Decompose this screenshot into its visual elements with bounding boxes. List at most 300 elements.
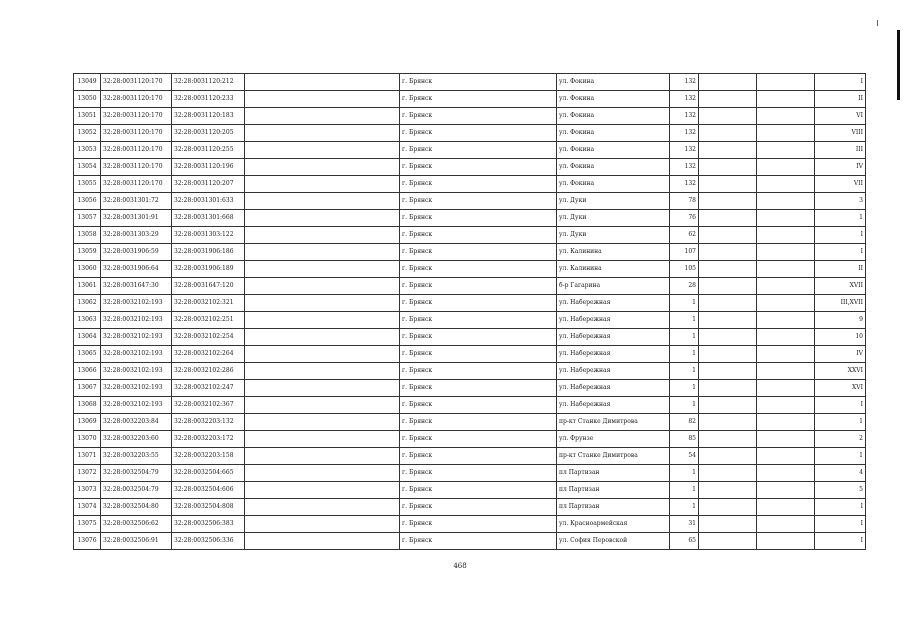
parent-cadastral-number-cell: 32:28:0031120:170 bbox=[101, 142, 172, 159]
blank-cell bbox=[757, 74, 815, 91]
cadastral-number-cell: 32:28:0032203:132 bbox=[172, 414, 245, 431]
table-row bbox=[74, 244, 866, 261]
house-number-cell: 1 bbox=[670, 312, 699, 329]
city-cell: г. Брянск bbox=[400, 125, 557, 142]
blank-cell bbox=[245, 261, 400, 278]
row-number-cell: 13063 bbox=[74, 312, 101, 329]
cadastral-number-cell: 32:28:0032203:172 bbox=[172, 431, 245, 448]
street-cell: пл Партизан bbox=[557, 499, 670, 516]
premises-number-cell: 2 bbox=[815, 431, 866, 448]
blank-cell bbox=[245, 193, 400, 210]
table-row bbox=[74, 91, 866, 108]
street-cell: ул. Фокина bbox=[557, 91, 670, 108]
city-cell: г. Брянск bbox=[400, 91, 557, 108]
blank-cell bbox=[699, 108, 757, 125]
cadastral-number-cell: 32:28:0031303:122 bbox=[172, 227, 245, 244]
premises-number-cell: I bbox=[815, 499, 866, 516]
blank-cell bbox=[699, 414, 757, 431]
row-number-cell: 13051 bbox=[74, 108, 101, 125]
parent-cadastral-number-cell: 32:28:0032506:91 bbox=[101, 533, 172, 550]
cadastral-number-cell: 32:28:0031906:186 bbox=[172, 244, 245, 261]
city-cell: г. Брянск bbox=[400, 74, 557, 91]
parent-cadastral-number-cell: 32:28:0031301:91 bbox=[101, 210, 172, 227]
blank-cell bbox=[757, 397, 815, 414]
blank-cell bbox=[757, 227, 815, 244]
house-number-cell: 1 bbox=[670, 397, 699, 414]
street-cell: ул. Фокина bbox=[557, 176, 670, 193]
blank-cell bbox=[245, 108, 400, 125]
house-number-cell: 76 bbox=[670, 210, 699, 227]
blank-cell bbox=[699, 125, 757, 142]
cadastral-number-cell: 32:28:0032504:606 bbox=[172, 482, 245, 499]
cadastral-number-cell: 32:28:0031301:668 bbox=[172, 210, 245, 227]
scan-tick-mark bbox=[877, 20, 878, 26]
row-number-cell: 13064 bbox=[74, 329, 101, 346]
street-cell: ул. Калинина bbox=[557, 244, 670, 261]
cadastral-number-cell: 32:28:0031120:196 bbox=[172, 159, 245, 176]
house-number-cell: 65 bbox=[670, 533, 699, 550]
blank-cell bbox=[757, 278, 815, 295]
table-row bbox=[74, 159, 866, 176]
city-cell: г. Брянск bbox=[400, 482, 557, 499]
house-number-cell: 132 bbox=[670, 91, 699, 108]
parent-cadastral-number-cell: 32:28:0032203:55 bbox=[101, 448, 172, 465]
blank-cell bbox=[699, 380, 757, 397]
street-cell: ул. Набережная bbox=[557, 295, 670, 312]
house-number-cell: 132 bbox=[670, 176, 699, 193]
table-row bbox=[74, 329, 866, 346]
blank-cell bbox=[757, 193, 815, 210]
row-number-cell: 13070 bbox=[74, 431, 101, 448]
blank-cell bbox=[699, 159, 757, 176]
parent-cadastral-number-cell: 32:28:0031120:170 bbox=[101, 74, 172, 91]
premises-number-cell: I bbox=[815, 516, 866, 533]
blank-cell bbox=[245, 346, 400, 363]
premises-number-cell: 4 bbox=[815, 465, 866, 482]
city-cell: г. Брянск bbox=[400, 329, 557, 346]
house-number-cell: 132 bbox=[670, 159, 699, 176]
cadastral-number-cell: 32:28:0032102:247 bbox=[172, 380, 245, 397]
blank-cell bbox=[757, 363, 815, 380]
cadastral-number-cell: 32:28:0031120:255 bbox=[172, 142, 245, 159]
row-number-cell: 13053 bbox=[74, 142, 101, 159]
street-cell: ул. Красноармейская bbox=[557, 516, 670, 533]
premises-number-cell: 3 bbox=[815, 193, 866, 210]
blank-cell bbox=[699, 533, 757, 550]
table-row bbox=[74, 533, 866, 550]
blank-cell bbox=[757, 210, 815, 227]
table-row bbox=[74, 312, 866, 329]
house-number-cell: 1 bbox=[670, 363, 699, 380]
blank-cell bbox=[757, 108, 815, 125]
blank-cell bbox=[245, 482, 400, 499]
premises-number-cell: III,XVII bbox=[815, 295, 866, 312]
row-number-cell: 13061 bbox=[74, 278, 101, 295]
blank-cell bbox=[699, 465, 757, 482]
city-cell: г. Брянск bbox=[400, 397, 557, 414]
cadastral-number-cell: 32:28:0032102:264 bbox=[172, 346, 245, 363]
house-number-cell: 82 bbox=[670, 414, 699, 431]
premises-number-cell: I bbox=[815, 74, 866, 91]
table-row bbox=[74, 193, 866, 210]
blank-cell bbox=[245, 159, 400, 176]
table-row bbox=[74, 108, 866, 125]
street-cell: пл Партизан bbox=[557, 482, 670, 499]
blank-cell bbox=[757, 261, 815, 278]
blank-cell bbox=[699, 91, 757, 108]
cadastral-number-cell: 32:28:0032102:254 bbox=[172, 329, 245, 346]
parent-cadastral-number-cell: 32:28:0032102:193 bbox=[101, 312, 172, 329]
city-cell: г. Брянск bbox=[400, 533, 557, 550]
table-row bbox=[74, 346, 866, 363]
blank-cell bbox=[757, 431, 815, 448]
premises-number-cell: IV bbox=[815, 346, 866, 363]
table-row bbox=[74, 363, 866, 380]
parent-cadastral-number-cell: 32:28:0032102:193 bbox=[101, 346, 172, 363]
blank-cell bbox=[699, 448, 757, 465]
premises-number-cell: VIII bbox=[815, 125, 866, 142]
table-row bbox=[74, 516, 866, 533]
house-number-cell: 54 bbox=[670, 448, 699, 465]
blank-cell bbox=[699, 176, 757, 193]
city-cell: г. Брянск bbox=[400, 278, 557, 295]
cadastral-number-cell: 32:28:0032102:321 bbox=[172, 295, 245, 312]
blank-cell bbox=[757, 516, 815, 533]
street-cell: ул. Набережная bbox=[557, 380, 670, 397]
row-number-cell: 13075 bbox=[74, 516, 101, 533]
house-number-cell: 78 bbox=[670, 193, 699, 210]
city-cell: г. Брянск bbox=[400, 244, 557, 261]
blank-cell bbox=[245, 448, 400, 465]
blank-cell bbox=[245, 295, 400, 312]
parent-cadastral-number-cell: 32:28:0032102:193 bbox=[101, 295, 172, 312]
row-number-cell: 13049 bbox=[74, 74, 101, 91]
cadastral-number-cell: 32:28:0032102:367 bbox=[172, 397, 245, 414]
table-row bbox=[74, 431, 866, 448]
cadastral-number-cell: 32:28:0031906:189 bbox=[172, 261, 245, 278]
blank-cell bbox=[757, 142, 815, 159]
row-number-cell: 13050 bbox=[74, 91, 101, 108]
blank-cell bbox=[245, 414, 400, 431]
house-number-cell: 1 bbox=[670, 499, 699, 516]
city-cell: г. Брянск bbox=[400, 193, 557, 210]
city-cell: г. Брянск bbox=[400, 431, 557, 448]
parent-cadastral-number-cell: 32:28:0031120:170 bbox=[101, 125, 172, 142]
blank-cell bbox=[757, 380, 815, 397]
blank-cell bbox=[245, 278, 400, 295]
street-cell: б-р Гагарина bbox=[557, 278, 670, 295]
parent-cadastral-number-cell: 32:28:0032504:80 bbox=[101, 499, 172, 516]
table-row bbox=[74, 295, 866, 312]
blank-cell bbox=[699, 295, 757, 312]
blank-cell bbox=[699, 193, 757, 210]
table-row bbox=[74, 278, 866, 295]
row-number-cell: 13074 bbox=[74, 499, 101, 516]
blank-cell bbox=[699, 431, 757, 448]
blank-cell bbox=[245, 210, 400, 227]
blank-cell bbox=[757, 176, 815, 193]
street-cell: ул. Набережная bbox=[557, 363, 670, 380]
parent-cadastral-number-cell: 32:28:0032504:79 bbox=[101, 465, 172, 482]
street-cell: пр-кт Станке Димитрова bbox=[557, 414, 670, 431]
city-cell: г. Брянск bbox=[400, 499, 557, 516]
table-row bbox=[74, 397, 866, 414]
table-row bbox=[74, 499, 866, 516]
city-cell: г. Брянск bbox=[400, 448, 557, 465]
row-number-cell: 13058 bbox=[74, 227, 101, 244]
premises-number-cell: 1 bbox=[815, 448, 866, 465]
street-cell: ул. Дуки bbox=[557, 193, 670, 210]
row-number-cell: 13073 bbox=[74, 482, 101, 499]
house-number-cell: 85 bbox=[670, 431, 699, 448]
house-number-cell: 1 bbox=[670, 346, 699, 363]
row-number-cell: 13067 bbox=[74, 380, 101, 397]
city-cell: г. Брянск bbox=[400, 346, 557, 363]
premises-number-cell: III bbox=[815, 142, 866, 159]
blank-cell bbox=[757, 448, 815, 465]
cadastral-number-cell: 32:28:0032506:383 bbox=[172, 516, 245, 533]
house-number-cell: 1 bbox=[670, 295, 699, 312]
street-cell: ул. Фокина bbox=[557, 142, 670, 159]
row-number-cell: 13062 bbox=[74, 295, 101, 312]
cadastral-number-cell: 32:28:0031120:233 bbox=[172, 91, 245, 108]
premises-number-cell: XVII bbox=[815, 278, 866, 295]
premises-number-cell: 5 bbox=[815, 482, 866, 499]
street-cell: ул. Фокина bbox=[557, 74, 670, 91]
blank-cell bbox=[757, 159, 815, 176]
parent-cadastral-number-cell: 32:28:0032102:193 bbox=[101, 329, 172, 346]
city-cell: г. Брянск bbox=[400, 516, 557, 533]
blank-cell bbox=[757, 329, 815, 346]
house-number-cell: 132 bbox=[670, 108, 699, 125]
cadastral-number-cell: 32:28:0032504:665 bbox=[172, 465, 245, 482]
blank-cell bbox=[245, 533, 400, 550]
table-row bbox=[74, 380, 866, 397]
premises-number-cell: 9 bbox=[815, 312, 866, 329]
street-cell: ул. Фокина bbox=[557, 159, 670, 176]
premises-number-cell: XVI bbox=[815, 380, 866, 397]
parent-cadastral-number-cell: 32:28:0032102:193 bbox=[101, 363, 172, 380]
cadastral-number-cell: 32:28:0032504:808 bbox=[172, 499, 245, 516]
city-cell: г. Брянск bbox=[400, 261, 557, 278]
city-cell: г. Брянск bbox=[400, 108, 557, 125]
blank-cell bbox=[757, 465, 815, 482]
blank-cell bbox=[245, 74, 400, 91]
cadastral-number-cell: 32:28:0031120:183 bbox=[172, 108, 245, 125]
premises-number-cell: II bbox=[815, 91, 866, 108]
city-cell: г. Брянск bbox=[400, 142, 557, 159]
parent-cadastral-number-cell: 32:28:0031303:29 bbox=[101, 227, 172, 244]
parent-cadastral-number-cell: 32:28:0031906:59 bbox=[101, 244, 172, 261]
parent-cadastral-number-cell: 32:28:0032506:62 bbox=[101, 516, 172, 533]
house-number-cell: 132 bbox=[670, 74, 699, 91]
street-cell: ул. Набережная bbox=[557, 397, 670, 414]
street-cell: пл Партизан bbox=[557, 465, 670, 482]
premises-number-cell: 10 bbox=[815, 329, 866, 346]
premises-number-cell: I bbox=[815, 244, 866, 261]
row-number-cell: 13068 bbox=[74, 397, 101, 414]
row-number-cell: 13076 bbox=[74, 533, 101, 550]
blank-cell bbox=[245, 516, 400, 533]
table-row bbox=[74, 465, 866, 482]
table-row bbox=[74, 142, 866, 159]
row-number-cell: 13069 bbox=[74, 414, 101, 431]
premises-number-cell: XXVI bbox=[815, 363, 866, 380]
blank-cell bbox=[757, 91, 815, 108]
blank-cell bbox=[757, 244, 815, 261]
blank-cell bbox=[699, 227, 757, 244]
parent-cadastral-number-cell: 32:28:0031647:30 bbox=[101, 278, 172, 295]
blank-cell bbox=[699, 363, 757, 380]
premises-number-cell: I bbox=[815, 227, 866, 244]
blank-cell bbox=[699, 278, 757, 295]
premises-number-cell: I bbox=[815, 533, 866, 550]
parent-cadastral-number-cell: 32:28:0031120:170 bbox=[101, 159, 172, 176]
house-number-cell: 107 bbox=[670, 244, 699, 261]
city-cell: г. Брянск bbox=[400, 312, 557, 329]
premises-number-cell: II bbox=[815, 261, 866, 278]
blank-cell bbox=[757, 499, 815, 516]
table-row bbox=[74, 414, 866, 431]
house-number-cell: 62 bbox=[670, 227, 699, 244]
table-row bbox=[74, 176, 866, 193]
premises-number-cell: VII bbox=[815, 176, 866, 193]
street-cell: пр-кт Станке Димитрова bbox=[557, 448, 670, 465]
register-table-body bbox=[74, 74, 866, 550]
blank-cell bbox=[757, 414, 815, 431]
city-cell: г. Брянск bbox=[400, 465, 557, 482]
blank-cell bbox=[245, 142, 400, 159]
cadastral-number-cell: 32:28:0031120:207 bbox=[172, 176, 245, 193]
house-number-cell: 132 bbox=[670, 125, 699, 142]
city-cell: г. Брянск bbox=[400, 363, 557, 380]
blank-cell bbox=[245, 465, 400, 482]
blank-cell bbox=[699, 244, 757, 261]
row-number-cell: 13066 bbox=[74, 363, 101, 380]
parent-cadastral-number-cell: 32:28:0032102:193 bbox=[101, 397, 172, 414]
row-number-cell: 13052 bbox=[74, 125, 101, 142]
blank-cell bbox=[699, 346, 757, 363]
house-number-cell: 1 bbox=[670, 465, 699, 482]
premises-number-cell: 1 bbox=[815, 414, 866, 431]
row-number-cell: 13065 bbox=[74, 346, 101, 363]
city-cell: г. Брянск bbox=[400, 159, 557, 176]
register-table bbox=[73, 73, 866, 550]
blank-cell bbox=[245, 363, 400, 380]
blank-cell bbox=[245, 329, 400, 346]
house-number-cell: 1 bbox=[670, 380, 699, 397]
table-row bbox=[74, 482, 866, 499]
house-number-cell: 28 bbox=[670, 278, 699, 295]
blank-cell bbox=[757, 482, 815, 499]
table-row bbox=[74, 210, 866, 227]
street-cell: ул. Дуки bbox=[557, 227, 670, 244]
blank-cell bbox=[245, 91, 400, 108]
row-number-cell: 13072 bbox=[74, 465, 101, 482]
row-number-cell: 13056 bbox=[74, 193, 101, 210]
blank-cell bbox=[245, 431, 400, 448]
house-number-cell: 105 bbox=[670, 261, 699, 278]
premises-number-cell: I bbox=[815, 397, 866, 414]
street-cell: ул. Фокина bbox=[557, 125, 670, 142]
row-number-cell: 13054 bbox=[74, 159, 101, 176]
street-cell: ул. Набережная bbox=[557, 329, 670, 346]
street-cell: ул. Набережная bbox=[557, 346, 670, 363]
blank-cell bbox=[699, 499, 757, 516]
row-number-cell: 13060 bbox=[74, 261, 101, 278]
street-cell: ул. Калинина bbox=[557, 261, 670, 278]
parent-cadastral-number-cell: 32:28:0032102:193 bbox=[101, 380, 172, 397]
blank-cell bbox=[245, 380, 400, 397]
house-number-cell: 132 bbox=[670, 142, 699, 159]
premises-number-cell: 1 bbox=[815, 210, 866, 227]
street-cell: ул. Набережная bbox=[557, 312, 670, 329]
city-cell: г. Брянск bbox=[400, 414, 557, 431]
blank-cell bbox=[699, 261, 757, 278]
cadastral-number-cell: 32:28:0032203:158 bbox=[172, 448, 245, 465]
parent-cadastral-number-cell: 32:28:0032504:79 bbox=[101, 482, 172, 499]
scan-edge-mark bbox=[897, 30, 900, 100]
blank-cell bbox=[699, 142, 757, 159]
city-cell: г. Брянск bbox=[400, 295, 557, 312]
blank-cell bbox=[699, 312, 757, 329]
table-row bbox=[74, 125, 866, 142]
blank-cell bbox=[699, 482, 757, 499]
blank-cell bbox=[757, 312, 815, 329]
house-number-cell: 1 bbox=[670, 329, 699, 346]
street-cell: ул. София Перовской bbox=[557, 533, 670, 550]
premises-number-cell: VI bbox=[815, 108, 866, 125]
blank-cell bbox=[245, 397, 400, 414]
table-row bbox=[74, 227, 866, 244]
table-row bbox=[74, 448, 866, 465]
city-cell: г. Брянск bbox=[400, 227, 557, 244]
cadastral-number-cell: 32:28:0031647:120 bbox=[172, 278, 245, 295]
city-cell: г. Брянск bbox=[400, 380, 557, 397]
blank-cell bbox=[245, 125, 400, 142]
blank-cell bbox=[245, 176, 400, 193]
parent-cadastral-number-cell: 32:28:0031301:72 bbox=[101, 193, 172, 210]
parent-cadastral-number-cell: 32:28:0032203:60 bbox=[101, 431, 172, 448]
city-cell: г. Брянск bbox=[400, 176, 557, 193]
parent-cadastral-number-cell: 32:28:0031120:170 bbox=[101, 176, 172, 193]
parent-cadastral-number-cell: 32:28:0032203:84 bbox=[101, 414, 172, 431]
street-cell: ул. Дуки bbox=[557, 210, 670, 227]
cadastral-number-cell: 32:28:0031301:633 bbox=[172, 193, 245, 210]
city-cell: г. Брянск bbox=[400, 210, 557, 227]
table-row bbox=[74, 261, 866, 278]
house-number-cell: 31 bbox=[670, 516, 699, 533]
cadastral-number-cell: 32:28:0031120:212 bbox=[172, 74, 245, 91]
table-row bbox=[74, 74, 866, 91]
blank-cell bbox=[245, 312, 400, 329]
parent-cadastral-number-cell: 32:28:0031120:170 bbox=[101, 91, 172, 108]
blank-cell bbox=[757, 125, 815, 142]
row-number-cell: 13071 bbox=[74, 448, 101, 465]
blank-cell bbox=[245, 244, 400, 261]
blank-cell bbox=[699, 210, 757, 227]
blank-cell bbox=[699, 74, 757, 91]
parent-cadastral-number-cell: 32:28:0031906:64 bbox=[101, 261, 172, 278]
cadastral-number-cell: 32:28:0031120:205 bbox=[172, 125, 245, 142]
blank-cell bbox=[757, 346, 815, 363]
row-number-cell: 13055 bbox=[74, 176, 101, 193]
premises-number-cell: IV bbox=[815, 159, 866, 176]
street-cell: ул. Фокина bbox=[557, 108, 670, 125]
blank-cell bbox=[699, 329, 757, 346]
cadastral-number-cell: 32:28:0032506:336 bbox=[172, 533, 245, 550]
blank-cell bbox=[699, 397, 757, 414]
